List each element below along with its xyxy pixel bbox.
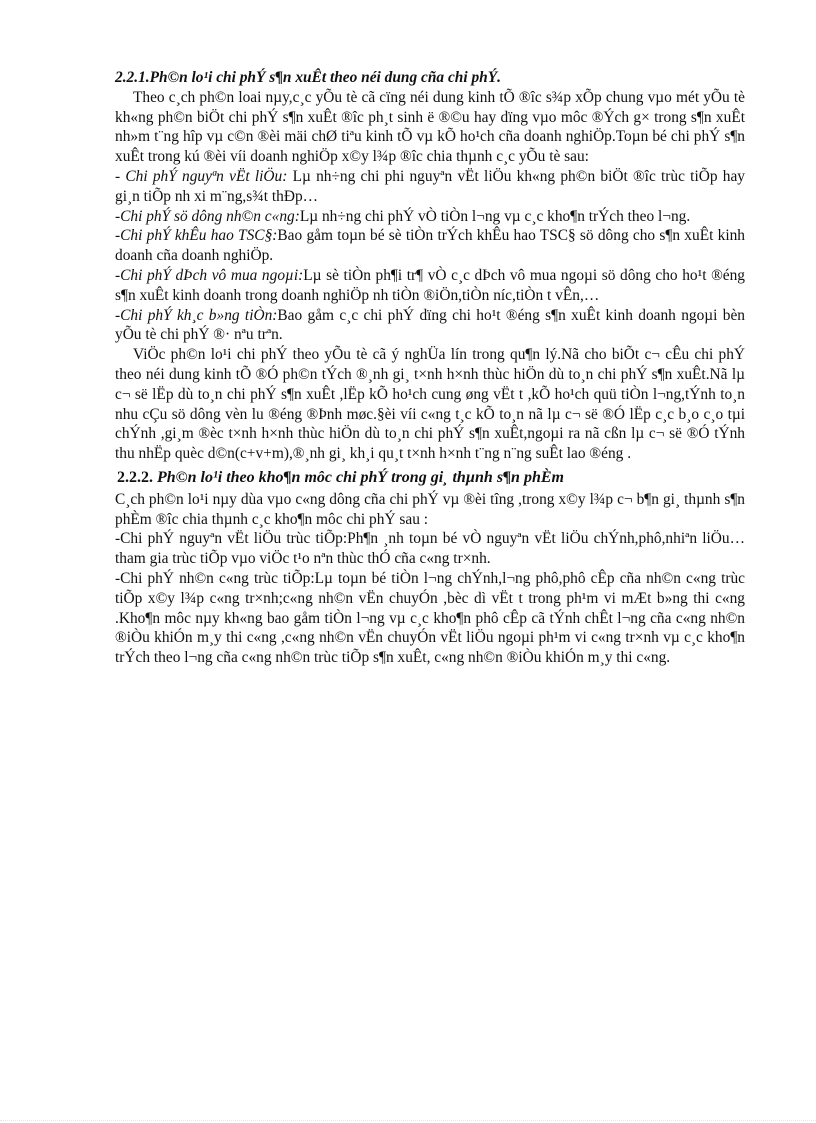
document-body	[115, 68, 745, 668]
list-item-text: Lµ nh÷ng chi phÝ vÒ tiÒn l¬ng vµ c¸c kho¶n trÝch theo l¬ng.	[299, 207, 691, 225]
section-1-conclusion-paragraph: ViÖc ph©n lo¹i chi phÝ theo yÕu tè cã ý nghÜa lín trong qu¶n lý.Nã cho biÕt c¬ cÊu chi phÝ theo néi dung kinh tÕ ®Ó ph©n tÝch ®¸nh gi¸ t×nh h×nh thùc hiÖn dù to¸n chi phÝ s¶n xuÊt.Nã lµ c¬ së lËp dù to¸n chi phÝ s¶n xuÊt ,lËp kÕ ho¹ch cung øng vËt t ,kÕ ho¹ch quü tiÒn l¬ng,tÝnh to¸n nhu cÇu sö dông vèn lu ®éng ®Þnh møc.§èi víi c«ng t¸c kÕ to¸n nã lµ c¬ së ®Ó lËp c¸c b¸o c¸o tµi chÝnh ,gi¸m ®èc t×nh h×nh thùc hiÖn dù to¸n chi phÝ s¶n xuÊt,ngoµi ra nã cßn lµ c¬ së ®Ó tÝnh thu nhËp quèc d©n(c+v+m),®¸nh gi¸ kh¸i qu¸t t×nh h×nh t¨ng n¨ng suÊt lao ®éng .	[115, 346, 745, 463]
list-item-label: -Chi phÝ kh¸c b»ng tiÒn:	[115, 306, 278, 324]
section-heading-2-2-2	[117, 468, 745, 488]
list-item: -Chi phÝ nguyªn vËt liÖu trùc tiÕp:Ph¶n ¸nh toµn bé vÒ nguyªn vËt liÖu chÝnh,phô,nhiªn liÖu…tham gia trùc tiÕp vµo viÖc t¹o nªn thùc thÓ cña c«ng tr×nh.	[115, 530, 745, 568]
list-item-text: Bao gåm toµn bé sè tiÒn trÝch khÊu hao TSC§ sö dông cho s¶n xuÊt kinh doanh cña doanh nghiÖp.	[115, 227, 745, 265]
list-item: -Chi phÝ nh©n c«ng trùc tiÕp:Lµ toµn bé tiÒn l¬ng chÝnh,l¬ng phô,phô cÊp cña nh©n c«ng trùc tiÕp x©y l¾p c«ng tr×nh;c«ng nh©n vËn chuyÓn ,bèc dì vËt t trong ph¹m vi mÆt b»ng thi c«ng .Kho¶n môc nµy kh«ng bao gåm tiÒn l¬ng vµ c¸c kho¶n phô cÊp cã tÝnh chÊt l¬ng cña c«ng nh©n ®iÒu khiÓn m¸y thi c«ng ,c«ng nh©n vËn chuyÓn vËt liÖu ngoµi ph¹m vi c«ng tr×nh vµ c¸c kho¶n trÝch theo l¬ng cña c«ng nh©n trùc tiÕp s¶n xuÊt, c«ng nh©n ®iÒu khiÓn m¸y thi c«ng.	[115, 569, 745, 667]
list-item	[115, 226, 745, 266]
list-item	[115, 167, 745, 207]
list-item-text: Bao gåm c¸c chi phÝ dïng chi ho¹t ®éng s¶n xuÊt kinh doanh ngoµi bèn yÕu tè chi phÝ ®· nªu trªn.	[115, 306, 745, 344]
section-number: 2.2.2.	[117, 468, 153, 486]
list-item	[115, 266, 745, 306]
list-item-text: Lµ nh÷ng chi phi nguyªn vËt liÖu kh«ng ph©n biÖt ®îc trùc tiÕp hay gi¸n tiÕp nh xi m¨ng,s¾t thÐp…	[115, 167, 745, 205]
list-item-label: -Chi phÝ dÞch vô mua ngoµi:	[115, 266, 304, 284]
list-item-text: Lµ sè tiÒn ph¶i tr¶ vÒ c¸c dÞch vô mua ngoµi sö dông cho ho¹t ®éng s¶n xuÊt kinh doanh trong doanh nghiÖp nh tiÒn ®iÖn,tiÒn níc,tiÒn t vÊn,…	[115, 266, 745, 304]
list-item	[115, 306, 745, 346]
list-item-label: -Chi phÝ khÊu hao TSC§:	[115, 227, 278, 245]
section-2-intro-paragraph: C¸ch ph©n lo¹i nµy dùa vµo c«ng dông cña chi phÝ vµ ®èi tîng ,trong x©y l¾p c¬ b¶n gi¸ thµnh s¶n phÈm ®îc chia thµnh c¸c kho¶n môc chi phÝ sau :	[115, 490, 745, 528]
section-title: Ph©n lo¹i theo kho¶n môc chi phÝ trong gi¸ thµnh s¶n phÈm	[157, 468, 564, 486]
list-item	[115, 207, 745, 227]
page-bottom-divider	[0, 1120, 816, 1121]
section-heading-2-2-1: 2.2.1.Ph©n lo¹i chi phÝ s¶n xuÊt theo néi dung cña chi phÝ.	[115, 69, 501, 86]
section-1-intro-paragraph: Theo c¸ch ph©n loai nµy,c¸c yÕu tè cã cïng néi dung kinh tÕ ®îc s¾p xÕp chung vµo mét yÕu tè kh«ng ph©n biÖt chi phÝ s¶n xuÊt ®îc ph¸t sinh ë ®©u hay dïng vµo môc ®Ých g× trong s¶n xuÊt nh»m t¨ng hîp vµ c©n ®èi mäi chØ tiªu kinh tÕ vµ kÕ ho¹ch cña doanh nghiÖp.Toµn bé chi phÝ s¶n xuÊt trong kú ®èi víi doanh nghiÖp x©y l¾p ®îc chia thµnh c¸c yÕu tè sau:	[115, 88, 745, 166]
list-item-label: - Chi phÝ nguyªn vËt liÖu:	[115, 167, 288, 185]
list-item-label: -Chi phÝ sö dông nh©n c«ng:	[115, 207, 300, 225]
